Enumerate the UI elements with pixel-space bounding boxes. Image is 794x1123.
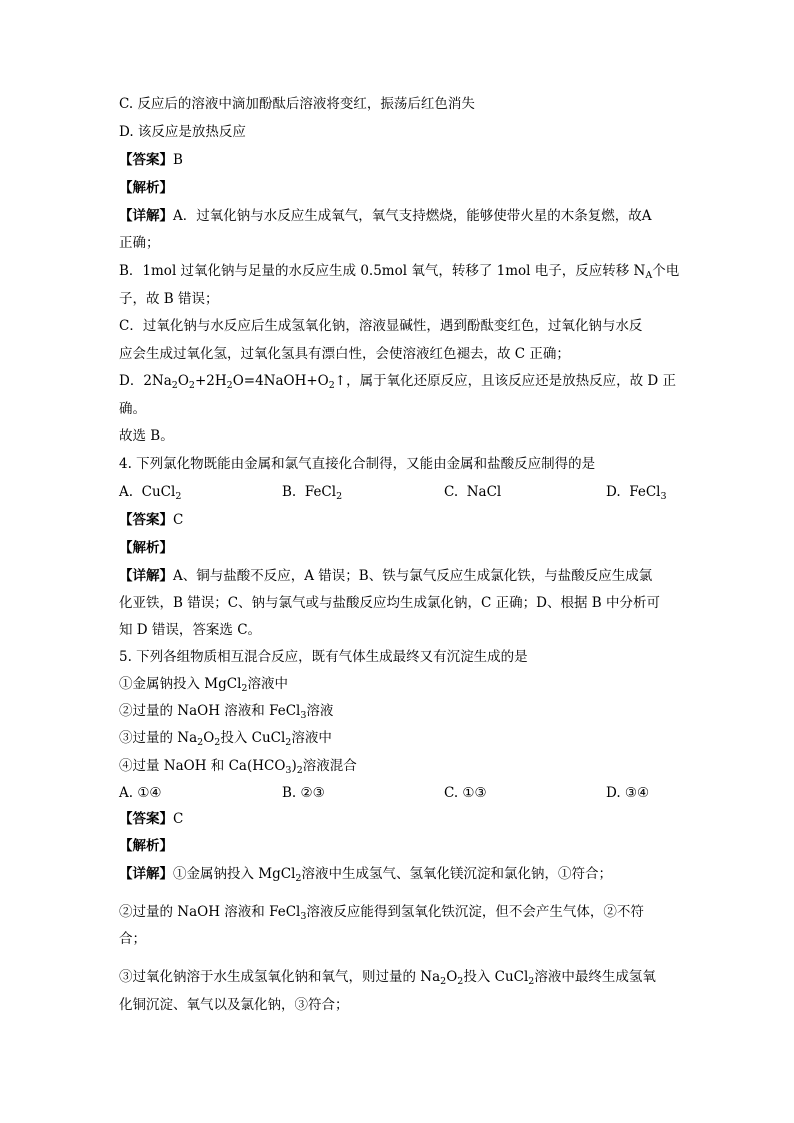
detail-text-tail: 溶液中最终生成氢氧 [534, 969, 656, 985]
q4-detail-line3: 知 D 错误，答案选 C。 [119, 622, 262, 638]
detail-text-tail: 溶液反应能得到氢氧化铁沉淀，但不会产生气体，②不符 [306, 904, 644, 920]
detail-tag: 【详解】 [119, 568, 173, 584]
subscript: 2 [285, 737, 292, 748]
q4-option-a [119, 483, 181, 501]
answer-tag: 【答案】 [119, 811, 173, 827]
formula-part: ) [291, 758, 297, 774]
item-text-mid: 投入 CuCl [220, 730, 286, 746]
subscript: 2 [296, 765, 303, 776]
q5-option-b: B. ②③ [282, 785, 325, 801]
q5-detail-2 [119, 903, 644, 921]
equation-start: D．2Na [119, 373, 172, 389]
detail-tag: 【详解】 [119, 208, 173, 224]
detail-text: ①金属钠投入 MgCl [173, 866, 296, 882]
conclusion: 故选 B。 [119, 428, 174, 444]
subscript: 2 [336, 491, 343, 502]
option-text: CuCl [141, 484, 176, 500]
detail-text: ③过氧化钠溶于水生成氢氧化钠和氧气，则过量的 Na [119, 969, 441, 985]
answer-tag: 【答案】 [119, 512, 173, 528]
q4-option-b [282, 483, 342, 501]
detail-c-line2: 应会生成过氧化氢，过氧化氢具有漂白性，会使溶液红色褪去，故 C 正确； [119, 346, 570, 362]
detail-text-tail: 溶液中生成氢气、氢氧化镁沉淀和氯化钠，①符合； [301, 866, 612, 882]
subscript: 2 [197, 737, 204, 748]
q5-detail-3 [119, 968, 656, 986]
q5-option-a: A. ①④ [119, 785, 162, 801]
q5-detail-3-cont: 化铜沉淀、氧气以及氯化钠，③符合； [119, 997, 349, 1013]
detail-text: ②过量的 NaOH 溶液和 FeCl [119, 904, 301, 920]
subscript: 2 [171, 380, 178, 391]
option-text: NaCl [466, 484, 502, 500]
equation-part: ↑ [334, 373, 347, 389]
detail-d-text: ，属于氧化还原反应，且该反应还是放热反应，故 D 正 [346, 373, 677, 389]
question-4-stem: 4. 下列氯化物既能由金属和氯气直接化合制得，又能由金属和盐酸反应制得的是 [119, 456, 596, 472]
subscript: 2 [175, 491, 182, 502]
detail-b-text: B．1mol 过氧化钠与足量的水反应生成 0.5mol 氧气，转移了 1mol 电子，反应转移 N [119, 263, 646, 279]
option-label: D. [606, 484, 621, 500]
item-text: ①金属钠投入 MgCl [119, 676, 242, 692]
option-label: A. [119, 484, 134, 500]
detail-c-line1: C．过氧化钠与水反应后生成氢氧化钠，溶液显碱性，遇到酚酞变红色，过氧化钠与水反 [119, 318, 643, 334]
subscript: 2 [328, 380, 335, 391]
subscript: 2 [188, 380, 195, 391]
subscript: 2 [241, 683, 248, 694]
subscript: 3 [300, 710, 307, 721]
q5-answer-line [119, 810, 183, 828]
detail-text: A、铜与盐酸不反应，A 错误；B、铁与氯气反应生成氯化铁，与盐酸反应生成氯 [173, 568, 653, 584]
answer-value: C [173, 811, 184, 827]
q4-option-c [444, 483, 501, 501]
item-text-tail: 溶液 [306, 703, 334, 719]
subscript: 2 [214, 737, 221, 748]
formula-part: O [203, 730, 215, 746]
detail-b-line2: 子，故 B 错误； [119, 291, 219, 307]
answer-line [119, 151, 183, 169]
question-5-stem: 5. 下列各组物质相互混合反应，既有气体生成最终又有沉淀生成的是 [119, 649, 528, 665]
detail-a-line2: 正确； [119, 235, 160, 251]
q4-answer-line [119, 511, 183, 529]
q5-option-d: D. ③④ [606, 785, 650, 801]
detail-d-line1 [119, 372, 676, 390]
item-text: ③过量的 Na [119, 730, 198, 746]
equation-part: +2H [194, 373, 227, 389]
item-text-tail: 溶液中 [247, 676, 288, 692]
option-label: B. [282, 484, 297, 500]
q5-detail-1 [119, 865, 612, 883]
detail-d-line2: 确。 [119, 401, 146, 417]
subscript: 2 [226, 380, 233, 391]
detail-tag: 【详解】 [119, 866, 173, 882]
detail-b-line1 [119, 262, 679, 280]
q4-detail-line2: 化亚铁，B 错误；C、钠与氯气或与盐酸反应均生成氯化钠，C 正确；D、根据 B 中分析可 [119, 595, 660, 611]
q4-detail-line1 [119, 567, 652, 585]
detail-a-text: A．过氧化钠与水反应生成氧气，氧气支持燃烧，能够使带火星的木条复燃，故A [173, 208, 652, 224]
q5-item-2 [119, 702, 333, 720]
q5-item-1 [119, 675, 288, 693]
q4-analysis-tag: 【解析】 [119, 540, 173, 556]
q5-option-c: C. ①③ [444, 785, 487, 801]
formula-part: O [446, 969, 458, 985]
item-text-tail: 溶液中 [291, 730, 332, 746]
subscript: A [645, 270, 653, 281]
equation-part: O [177, 373, 189, 389]
q5-detail-2-cont: 合； [119, 931, 146, 947]
item-text-tail: 溶液混合 [302, 758, 357, 774]
item-text: ②过量的 NaOH 溶液和 FeCl [119, 703, 301, 719]
option-text: FeCl [304, 484, 337, 500]
subscript: 3 [660, 491, 667, 502]
option-c: C. 反应后的溶液中滴加酚酞后溶液将变红，振荡后红色消失 [119, 96, 475, 112]
detail-a-line1 [119, 207, 652, 225]
analysis-tag: 【解析】 [119, 180, 173, 196]
subscript: 2 [440, 976, 447, 987]
option-label: C. [444, 484, 459, 500]
q5-item-4 [119, 757, 357, 775]
subscript: 3 [300, 911, 307, 922]
subscript: 3 [285, 765, 292, 776]
equation-part: O=4NaOH+O [232, 373, 329, 389]
q4-option-d [606, 483, 667, 501]
subscript: 2 [528, 976, 535, 987]
q5-item-3 [119, 729, 332, 747]
item-text: ④过量 NaOH 和 Ca(HCO [119, 758, 286, 774]
option-text: FeCl [629, 484, 661, 500]
subscript: 2 [295, 873, 302, 884]
answer-tag: 【答案】 [119, 152, 173, 168]
detail-b-text-tail: 个电 [652, 263, 680, 279]
answer-value: B [173, 152, 183, 168]
answer-value: C [173, 512, 184, 528]
option-d: D. 该反应是放热反应 [119, 124, 246, 140]
subscript: 2 [457, 976, 464, 987]
q5-analysis-tag: 【解析】 [119, 838, 173, 854]
detail-text-mid: 投入 CuCl [463, 969, 529, 985]
